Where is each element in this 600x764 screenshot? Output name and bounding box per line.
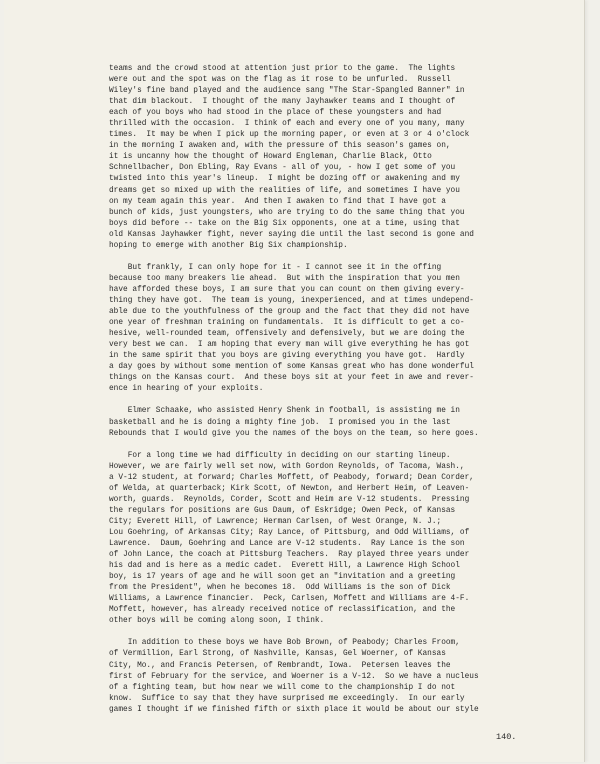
paragraph-2: But frankly, I can only hope for it - I cannot see it in the offing because too many breakers lie ahead. But with the inspiration that you men have afforded these boys, I am sure that you can count on them giving every- thing they have got. The team is young, inexperienced, and at times undepend- able due to the youthfulness of the group and the fact that they did not have one year of freshman training on fundamentals. It is difficult to get a co- hesive, well-rounded team, offensively and defensively, but we are doing the very best we can. I am hoping that every man will give everything he has got in the same spirit that you boys are giving everything you have got. Hardly a day goes by without some mention of some Kansas great who has done wonderful things on the Kansas court. And these boys sit at your feet in awe and rever- ence in hearing of your exploits. [109,263,474,394]
paragraph-5: In addition to these boys we have Bob Brown, of Peabody; Charles Froom, of Vermillion, Earl Strong, of Nashville, Kansas, Gel Woerner, of Kansas City, Mo., and Francis Petersen, of Rembrandt, Iowa. Petersen leaves the first of February for the service, and Woerner is a V-12. So we have a nucleus of a fighting team, but how near we will come to the championship I do not know. Suffice to say that they have surprised me exceedingly. In our early games I thought if we finished fifth or sixth place it would be about our style [109,639,479,714]
document-page [4,0,585,762]
page-number: 140. [496,732,517,742]
letter-body [109,64,565,727]
paragraph-4: For a long time we had difficulty in deciding on our starting lineup. However, we are fairly well set now, with Gordon Reynolds, of Tacoma, Wash., a V-12 student, at forward; Charles Moffett, of Peabody, forward; Dean Corder, of Welda, at quarterback; Kirk Scott, of Newton, and Herbert Heim, of Leaven- worth, guards. Reynolds, Corder, Scott and Heim are V-12 students. Pressing the regulars for positions are Gus Daum, of Eskridge; Owen Peck, of Kansas City; Everett Hill, of Lawrence; Herman Carlsen, of West Orange, N. J.; Lou Goehring, of Arkansas City; Ray Lance, of Pittsburg, and Odd Williams, of Lawrence. Daum, Goehring and Lance are V-12 students. Ray Lance is the son of John Lance, the coach at Pittsburg Teachers. Ray played three years under his dad and is here as a medic cadet. Everett Hill, a Lawrence High School boy, is 17 years of age and he will soon get an "invitation and a greeting from the President", when he becomes 18. Odd Williams is the son of Dick Williams, a Lawrence financier. Peck, Carlsen, Moffett and Williams are 4-F. Moffett, however, has already received notice of reclassification, and the other boys will be coming along soon, I think. [109,451,474,626]
paragraph-1: teams and the crowd stood at attention just prior to the game. The lights were out and the spot was on the flag as it rose to be unfurled. Russell Wiley's fine band played and the audience sang "The Star-Spangled Banner" in that dim blackout. I thought of the many Jayhawker teams and I thought of each of you boys who had stood in the place of these youngsters and had thrilled with the occasion. I think of each and every one of you many, many times. It may be when I pick up the morning paper, or even at 3 or 4 o'clock in the morning I awaken and, with the pressure of this season's games on, it is uncanny how the thought of Howard Engleman, Charlie Black, Otto Schnellbacher, Don Ebling, Ray Evans - all of you, - how I get some of you twisted into this year's lineup. I might be dozing off or awakening and my dreams get so mixed up with the realities of life, and sometimes I have you on my team again this year. And then I awaken to find that I have got a bunch of kids, just youngsters, who are trying to do the same thing that you boys did before -- take on the Big Six opponents, one at a time, using that old Kansas Jayhawker fight, never saying die until the last second is gone and hoping to emerge with another Big Six championship. [109,65,474,250]
paragraph-3: Elmer Schaake, who assisted Henry Shenk in football, is assisting me in basketball and he is doing a mighty fine job. I promised you in the last Rebounds that I would give you the names of the boys on the team, so here goes. [109,407,479,438]
